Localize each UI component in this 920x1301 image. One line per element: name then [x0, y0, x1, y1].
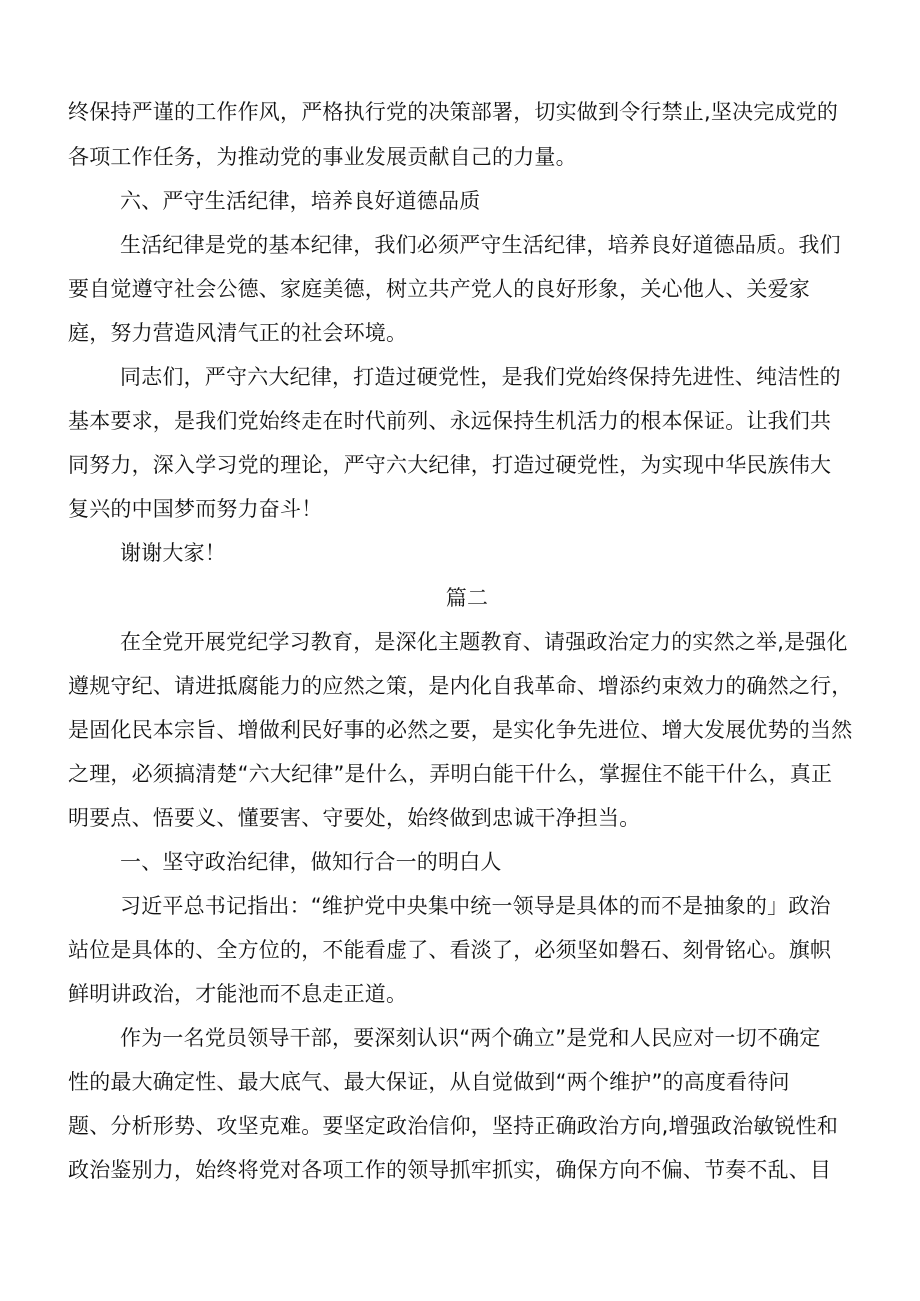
body-text-line: 终保持严谨的工作作风，严格执行党的决策部署，切实做到令行禁止,坚决完成党的: [68, 100, 839, 124]
body-text-line: 生活纪律是党的基本纪律，我们必须严守生活纪律，培养良好道德品质。我们: [120, 233, 841, 257]
body-text-line: 是固化民本宗旨、增做利民好事的必然之要，是实化争先进位、增大发展优势的当然: [68, 718, 853, 742]
body-text-line: 在全党开展党纪学习教育，是深化主题教育、请强政治定力的实然之举,是强化: [120, 630, 848, 654]
body-text-line: 之理，必须搞清楚“六大纪律”是什么，弄明白能干什么，掌握住不能干什么，真正: [68, 762, 833, 786]
body-text-line: 要自觉遵守社会公德、家庭美德，树立共产党人的良好形象，关心他人、关爱家: [68, 277, 810, 301]
body-text-line: 同志们，严守六大纪律，打造过硬党性，是我们党始终保持先进性、纯洁性的: [120, 365, 841, 389]
body-text-line: 复兴的中国梦而努力奋斗！: [68, 497, 323, 521]
section-title: 篇二: [445, 586, 489, 610]
body-text-line: 性的最大确定性、最大底气、最大保证，从自觉做到“两个维护”的高度看待问: [68, 1070, 790, 1094]
body-text-line: 题、分析形势、攻坚克难。要坚定政治信仰，坚持正确政治方向,增强政治敏锐性和: [68, 1114, 839, 1138]
body-text-line: 同努力，深入学习党的理论，严守六大纪律，打造过硬党性，为实现中华民族伟大: [68, 453, 832, 477]
body-text-line: 习近平总书记指出：“维护党中央集中统一领导是具体的而不是抽象的」政治: [120, 894, 831, 918]
closing-line: 谢谢大家！: [120, 541, 226, 565]
body-text-line: 鲜明讲政治，才能池而不息走正道。: [68, 982, 408, 1006]
body-text-line: 庭，努力营造风清气正的社会环境。: [68, 321, 408, 345]
section-heading: 六、严守生活纪律，培养良好道德品质: [120, 189, 481, 213]
section-heading: 一、坚守政治纪律，做知行合一的明白人: [120, 850, 502, 874]
body-text-line: 基本要求，是我们党始终走在时代前列、永远保持生机活力的根本保证。让我们共: [68, 409, 832, 433]
body-text-line: 遵规守纪、请进抵腐能力的应然之策，是内化自我革命、增添约束效力的确然之行，: [68, 674, 853, 698]
body-text-line: 政治鉴别力，始终将党对各项工作的领导抓牢抓实，确保方向不偏、节奏不乱、目: [68, 1158, 832, 1182]
body-text-line: 站位是具体的、全方位的，不能看虚了、看淡了，必须坚如磐石、刻骨铭心。旗帜: [68, 938, 832, 962]
body-text-line: 明要点、悟要义、懂要害、守要处，始终做到忠诚干净担当。: [68, 806, 641, 830]
body-text-line: 作为一名党员领导干部，要深刻认识“两个确立”是党和人民应对一切不确定: [120, 1026, 821, 1050]
body-text-line: 各项工作任务，为推动党的事业发展贡献自己的力量。: [68, 145, 577, 169]
